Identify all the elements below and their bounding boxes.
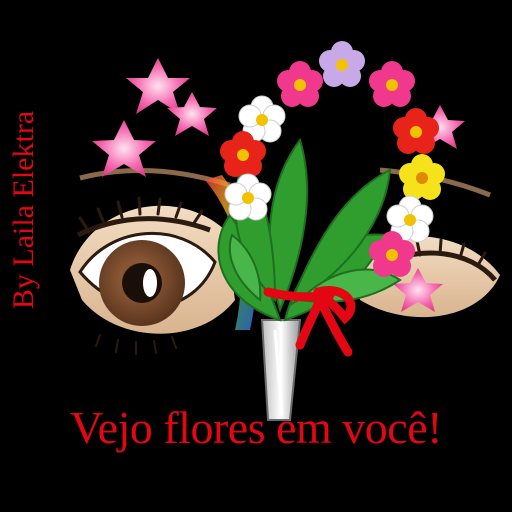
author-signature: By Laila Elektra	[7, 110, 40, 310]
left-eye	[70, 170, 235, 354]
greeting-caption: Vejo flores em você!	[70, 402, 442, 453]
